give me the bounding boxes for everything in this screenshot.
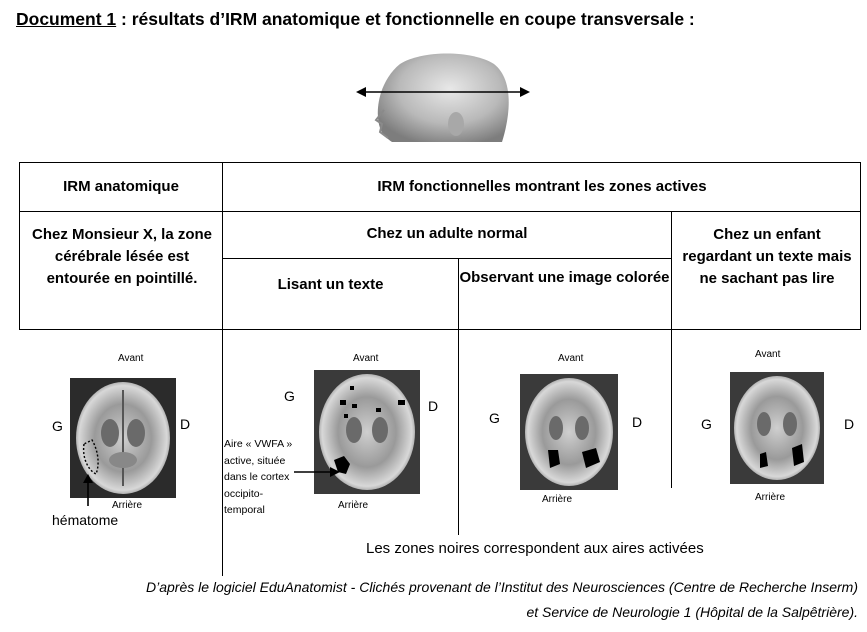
- header-adulte-normal: Chez un adulte normal: [366, 225, 528, 242]
- label-arriere-col4: Arrière: [755, 492, 786, 503]
- label-avant: Avant: [118, 353, 144, 364]
- brain-scan-observant: [520, 374, 618, 490]
- footer-line-2: et Service de Neurologie 1 (Hôpital de la Salpêtrière).: [526, 604, 858, 620]
- label-arriere-col3: Arrière: [542, 494, 573, 505]
- vwfa-line-2: active, située: [224, 454, 286, 467]
- vwfa-line-3: dans le cortex: [224, 471, 290, 483]
- arrow-vwfa: [294, 466, 340, 478]
- label-g-col1: G: [52, 418, 63, 434]
- label-d-col3: D: [632, 414, 643, 430]
- document-title: [16, 9, 695, 30]
- document-label: Document 1: [16, 9, 117, 29]
- header-monsieur-x: Chez Monsieur X, la zone cérébrale lésée est entourée en pointillé.: [31, 226, 213, 287]
- header-lisant-texte: Lisant un texte: [277, 276, 384, 293]
- vwfa-line-1: Aire « VWFA »: [224, 438, 293, 450]
- header-enfant: Chez un enfant regardant un texte mais ne sachant pas lire: [682, 226, 852, 287]
- header-irm-fonctionnelle: IRM fonctionnelles montrant les zones actives: [377, 178, 707, 195]
- header-irm-anatomique: IRM anatomique: [63, 178, 179, 195]
- label-hematome: hématome: [52, 512, 119, 528]
- label-g-col4: G: [701, 416, 712, 432]
- vwfa-note: [224, 436, 292, 519]
- header-observant-image: Observant une image colorée: [459, 269, 670, 286]
- label-arriere-col2: Arrière: [338, 500, 369, 511]
- label-g-col3: G: [489, 410, 500, 426]
- label-d-col4: D: [844, 416, 855, 432]
- footer-line-1: D’après le logiciel EduAnatomist - Clichés provenant de l’Institut des Neurosciences (Centre de Recherche Inserm): [146, 579, 858, 595]
- head-section-illustration: [352, 50, 534, 142]
- legend-text: Les zones noires correspondent aux aires activées: [366, 540, 704, 557]
- vwfa-line-4: occipito-: [224, 487, 264, 500]
- label-avant-col2: Avant: [353, 353, 379, 364]
- document-subtitle: : résultats d’IRM anatomique et fonctionnelle en coupe transversale :: [116, 9, 695, 29]
- label-avant-col3: Avant: [558, 353, 584, 364]
- brain-scan-enfant: [730, 372, 824, 484]
- label-arriere-col1: Arrière: [112, 500, 143, 511]
- arrow-hematome: [82, 474, 94, 506]
- label-g-col2: G: [284, 388, 295, 404]
- label-d-col1: D: [180, 416, 191, 432]
- vwfa-line-5: temporal: [224, 504, 265, 516]
- label-avant-col4: Avant: [755, 349, 781, 360]
- label-d-col2: D: [428, 398, 439, 414]
